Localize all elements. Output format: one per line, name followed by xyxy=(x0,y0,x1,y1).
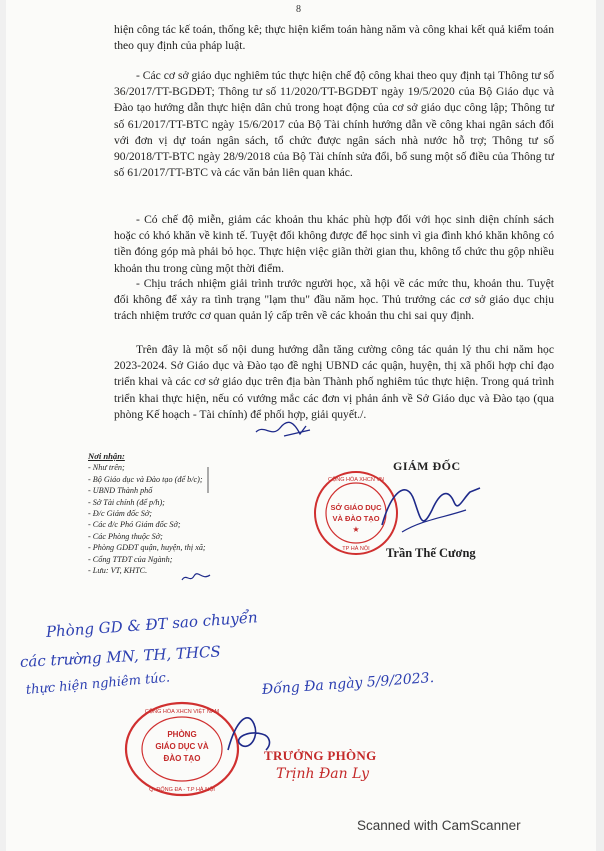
camscanner-watermark: Scanned with CamScanner xyxy=(357,818,521,833)
recipient-item: - Phòng GDĐT quận, huyện, thị xã; xyxy=(88,543,206,553)
handwritten-line-2: các trường MN, TH, THCS xyxy=(19,642,222,671)
recipient-item: - UBND Thành phố xyxy=(88,486,153,496)
director-signature xyxy=(362,470,492,550)
paragraph-5: Trên đây là một số nội dung hướng dẫn tăng cường công tác quản lý thu chi năm học 2023-2024. Sở Giáo dục và Đào tạo đề nghị UBND các quận, huyện, thị xã phối hợp chỉ đạo triển khai và các cơ sở giáo dục trên địa bàn Thành phố nghiêm túc thực hiện. Trong quá trình triển khai thực hiện, nếu có vướng mắc các đơn vị phản ánh về Sở Giáo dục và Đào tạo (qua phòng Kế hoạch - Tài chính) để phối hợp, giải quyết./. xyxy=(114,343,554,421)
recipient-item: - Các đ/c Phó Giám đốc Sở; xyxy=(88,520,181,530)
svg-text:PHÒNG: PHÒNG xyxy=(167,730,197,739)
handwritten-line-1: Phòng GD & ĐT sao chuyển xyxy=(45,608,259,641)
room-head-name: Trịnh Đan Ly xyxy=(276,766,370,782)
bracket-line xyxy=(206,467,210,493)
signature-scribble xyxy=(254,418,314,444)
handwritten-line-3: thực hiện nghiêm túc. xyxy=(25,670,171,698)
svg-text:GIÁO DỤC VÀ: GIÁO DỤC VÀ xyxy=(155,742,209,751)
room-head-title: TRƯỞNG PHÒNG xyxy=(264,748,377,763)
svg-text:CỘNG HÒA XHCN VN: CỘNG HÒA XHCN VN xyxy=(328,477,384,483)
svg-text:TP HÀ NỘI: TP HÀ NỘI xyxy=(342,546,370,552)
recipient-item: - Các Phòng thuộc Sở; xyxy=(88,531,163,541)
recipient-item: - Sở Tài chính (để p/h); xyxy=(88,497,165,507)
svg-text:SỞ GIÁO DỤC: SỞ GIÁO DỤC xyxy=(330,503,382,512)
svg-text:Q. ĐỐNG ĐA - T.P HÀ NỘI: Q. ĐỐNG ĐA - T.P HÀ NỘI xyxy=(149,787,215,793)
recipient-item: - Cổng TTĐT của Ngành; xyxy=(88,554,173,564)
director-title: GIÁM ĐỐC xyxy=(393,459,461,473)
svg-text:CỘNG HÒA XHCN VIỆT NAM: CỘNG HÒA XHCN VIỆT NAM xyxy=(144,709,220,715)
recipients-title: Nơi nhận: xyxy=(88,451,125,461)
recipient-item: - Đ/c Giám đốc Sở; xyxy=(88,509,152,519)
handwritten-date: Đống Đa ngày 5/9/2023. xyxy=(261,669,435,698)
page-number: 8 xyxy=(296,4,301,15)
recipient-item: - Lưu: VT, KHTC. xyxy=(88,566,148,576)
paragraph-1: hiện công tác kế toán, thống kê; thực hiện kiểm toán hàng năm và công khai kết quả kiểm toán theo quy định của pháp luật. xyxy=(114,23,554,53)
svg-text:VÀ ĐÀO TẠO: VÀ ĐÀO TẠO xyxy=(332,514,380,523)
paragraph-4: - Chịu trách nhiệm giải trình trước người học, xã hội về các mức thu, khoản thu. Tuyệt đối không để xảy ra tình trạng "lạm thu" đầu năm học. Thủ trưởng các cơ sở giáo dục chịu trách nhiệm trước cơ quan quản lý cấp trên về các khoản thu chi sai quy định. xyxy=(114,277,554,323)
page-edge-left xyxy=(0,0,6,851)
director-name: Trần Thế Cương xyxy=(386,546,476,560)
paragraph-2: - Các cơ sở giáo dục nghiêm túc thực hiện chế độ công khai theo quy định tại Thông tư số 36/2017/TT-BGDĐT; Thông tư số 11/2020/TT-BGDĐT ngày 19/5/2020 của Bộ Giáo dục và Đào tạo hướng dẫn thực hiện dân chủ trong hoạt động của cơ sở giáo dục công lập; Thông tư số 61/2017/TT-BTC ngày 15/6/2017 của Bộ Tài chính hướng dẫn về công khai ngân sách đối với đơn vị dự toán ngân sách, tổ chức được ngân sách nhà nước hỗ trợ; Thông tư số 90/2018/TT-BTC ngày 28/9/2018 của Bộ Tài chính sửa đổi, bổ sung một số điều của Thông tư số 61/2017/TT-BTC và các văn bản liên quan khác. xyxy=(114,69,554,180)
svg-text:★: ★ xyxy=(352,525,360,534)
recipients-block xyxy=(88,451,206,576)
paragraph-3: - Có chế độ miễn, giảm các khoản thu khác phù hợp đối với học sinh diện chính sách hoặc có khó khăn về kinh tế. Tuyệt đối không được để học sinh vì gia đình khó khăn không có tiền đóng góp mà phải bỏ học. Thực hiện việc giãn thời gian thu, không tổ chức thu gộp nhiều khoản thu trong cùng một thời điểm. xyxy=(114,213,554,275)
page-edge-right xyxy=(596,0,604,851)
initials-scribble xyxy=(180,571,214,585)
svg-text:ĐÀO TẠO: ĐÀO TẠO xyxy=(163,754,201,763)
recipient-item: - Như trên; xyxy=(88,463,125,473)
recipient-item: - Bộ Giáo dục và Đào tạo (để b/c); xyxy=(88,474,203,484)
